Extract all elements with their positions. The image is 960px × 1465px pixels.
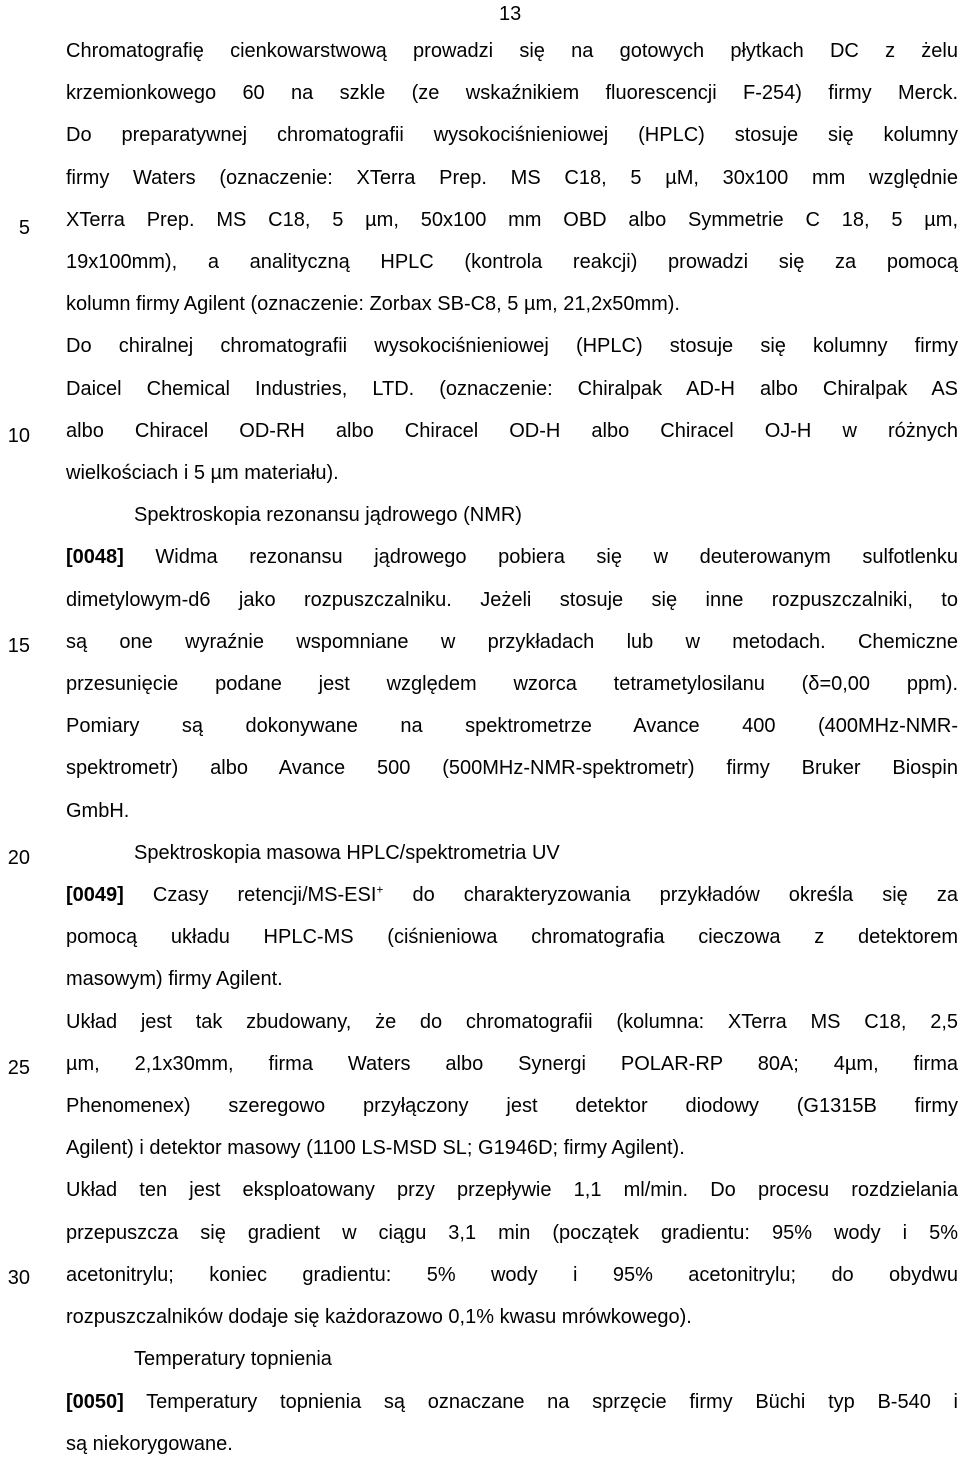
paragraph-0049-start bbox=[66, 874, 958, 916]
line-number-10: 10 bbox=[7, 425, 30, 447]
text-span: Widma rezonansu jądrowego pobiera się w deuterowanym sulfotlenku bbox=[123, 546, 958, 569]
text-line: przepuszcza się gradient w ciągu 3,1 min (początek gradientu: 95% wody i 5% bbox=[66, 1221, 958, 1244]
text-line: GmbH. bbox=[66, 799, 130, 822]
text-line: albo Chiracel OD-RH albo Chiracel OD-H albo Chiracel OJ-H w różnych bbox=[66, 419, 958, 442]
text-line: spektrometr) albo Avance 500 (500MHz-NMR-spektrometr) firmy Bruker Biospin bbox=[66, 757, 958, 780]
text-line: przesunięcie podane jest względem wzorca tetrametylosilanu (δ=0,00 ppm). bbox=[66, 673, 958, 696]
text-line: firmy Waters (oznaczenie: XTerra Prep. MS C18, 5 µM, 30x100 mm względnie bbox=[66, 166, 958, 189]
superscript-plus: + bbox=[376, 882, 384, 897]
text-line: są niekorygowane. bbox=[66, 1432, 233, 1455]
text-line: XTerra Prep. MS C18, 5 µm, 50x100 mm OBD albo Symmetrie C 18, 5 µm, bbox=[66, 208, 958, 231]
section-heading-nmr: Spektroskopia rezonansu jądrowego (NMR) bbox=[134, 504, 522, 527]
document-body bbox=[66, 30, 958, 1465]
line-number-5: 5 bbox=[18, 217, 30, 239]
paragraph-0048-start bbox=[66, 536, 958, 578]
text-line: Układ jest tak zbudowany, że do chromatografii (kolumna: XTerra MS C18, 2,5 bbox=[66, 1010, 958, 1033]
text-line: krzemionkowego 60 na szkle (ze wskaźnikiem fluorescencji F-254) firmy Merck. bbox=[66, 82, 958, 105]
page-number: 13 bbox=[499, 3, 522, 25]
section-heading-melting: Temperatury topnienia bbox=[134, 1348, 332, 1371]
text-line: rozpuszczalników dodaje się każdorazowo 0,1% kwasu mrówkowego). bbox=[66, 1306, 692, 1329]
text-line: Układ ten jest eksploatowany przy przepływie 1,1 ml/min. Do procesu rozdzielania bbox=[66, 1179, 958, 1202]
paragraph-0050-start bbox=[66, 1381, 958, 1423]
section-heading-ms: Spektroskopia masowa HPLC/spektrometria UV bbox=[134, 841, 560, 864]
text-line: wielkościach i 5 µm materiału). bbox=[66, 462, 339, 485]
text-line: Do chiralnej chromatografii wysokociśnieniowej (HPLC) stosuje się kolumny firmy bbox=[66, 335, 958, 358]
text-span: Temperatury topnienia są oznaczane na sprzęcie firmy Büchi typ B-540 i bbox=[123, 1390, 958, 1413]
text-line: µm, 2,1x30mm, firma Waters albo Synergi POLAR-RP 80A; 4µm, firma bbox=[66, 1052, 958, 1075]
text-line: 19x100mm), a analityczną HPLC (kontrola reakcji) prowadzi się za pomocą bbox=[66, 251, 958, 274]
text-line: Phenomenex) szeregowo przyłączony jest detektor diodowy (G1315B firmy bbox=[66, 1095, 958, 1118]
text-line: kolumn firmy Agilent (oznaczenie: Zorbax SB-C8, 5 µm, 21,2x50mm). bbox=[66, 293, 680, 316]
line-number-15: 15 bbox=[7, 635, 30, 657]
text-line: dimetylowym-d6 jako rozpuszczalniku. Jeżeli stosuje się inne rozpuszczalniki, to bbox=[66, 588, 958, 611]
text-line: Daicel Chemical Industries, LTD. (oznaczenie: Chiralpak AD-H albo Chiralpak AS bbox=[66, 377, 958, 400]
text-line: acetonitrylu; koniec gradientu: 5% wody i 95% acetonitrylu; do obydwu bbox=[66, 1263, 958, 1286]
text-line: Chromatografię cienkowarstwową prowadzi się na gotowych płytkach DC z żelu bbox=[66, 40, 958, 62]
line-number-20: 20 bbox=[7, 847, 30, 869]
text-line: Do preparatywnej chromatografii wysokociśnieniowej (HPLC) stosuje się kolumny bbox=[66, 124, 958, 147]
line-number-25: 25 bbox=[7, 1057, 30, 1079]
text-line: Pomiary są dokonywane na spektrometrze Avance 400 (400MHz-NMR- bbox=[66, 715, 958, 738]
text-line: Agilent) i detektor masowy (1100 LS-MSD SL; G1946D; firmy Agilent). bbox=[66, 1137, 685, 1160]
text-span: Czasy retencji/MS-ESI bbox=[123, 884, 377, 907]
text-span: do charakteryzowania przykładów określa się za bbox=[383, 884, 958, 907]
paragraph-ref-0048: [0048] bbox=[66, 546, 124, 569]
text-line: masowym) firmy Agilent. bbox=[66, 968, 283, 991]
paragraph-ref-0049: [0049] bbox=[66, 884, 124, 907]
text-line: są one wyraźnie wspomniane w przykładach lub w metodach. Chemiczne bbox=[66, 630, 958, 653]
paragraph-ref-0050: [0050] bbox=[66, 1390, 124, 1413]
text-line: pomocą układu HPLC-MS (ciśnieniowa chromatografia cieczowa z detektorem bbox=[66, 926, 958, 949]
line-number-30: 30 bbox=[7, 1267, 30, 1289]
